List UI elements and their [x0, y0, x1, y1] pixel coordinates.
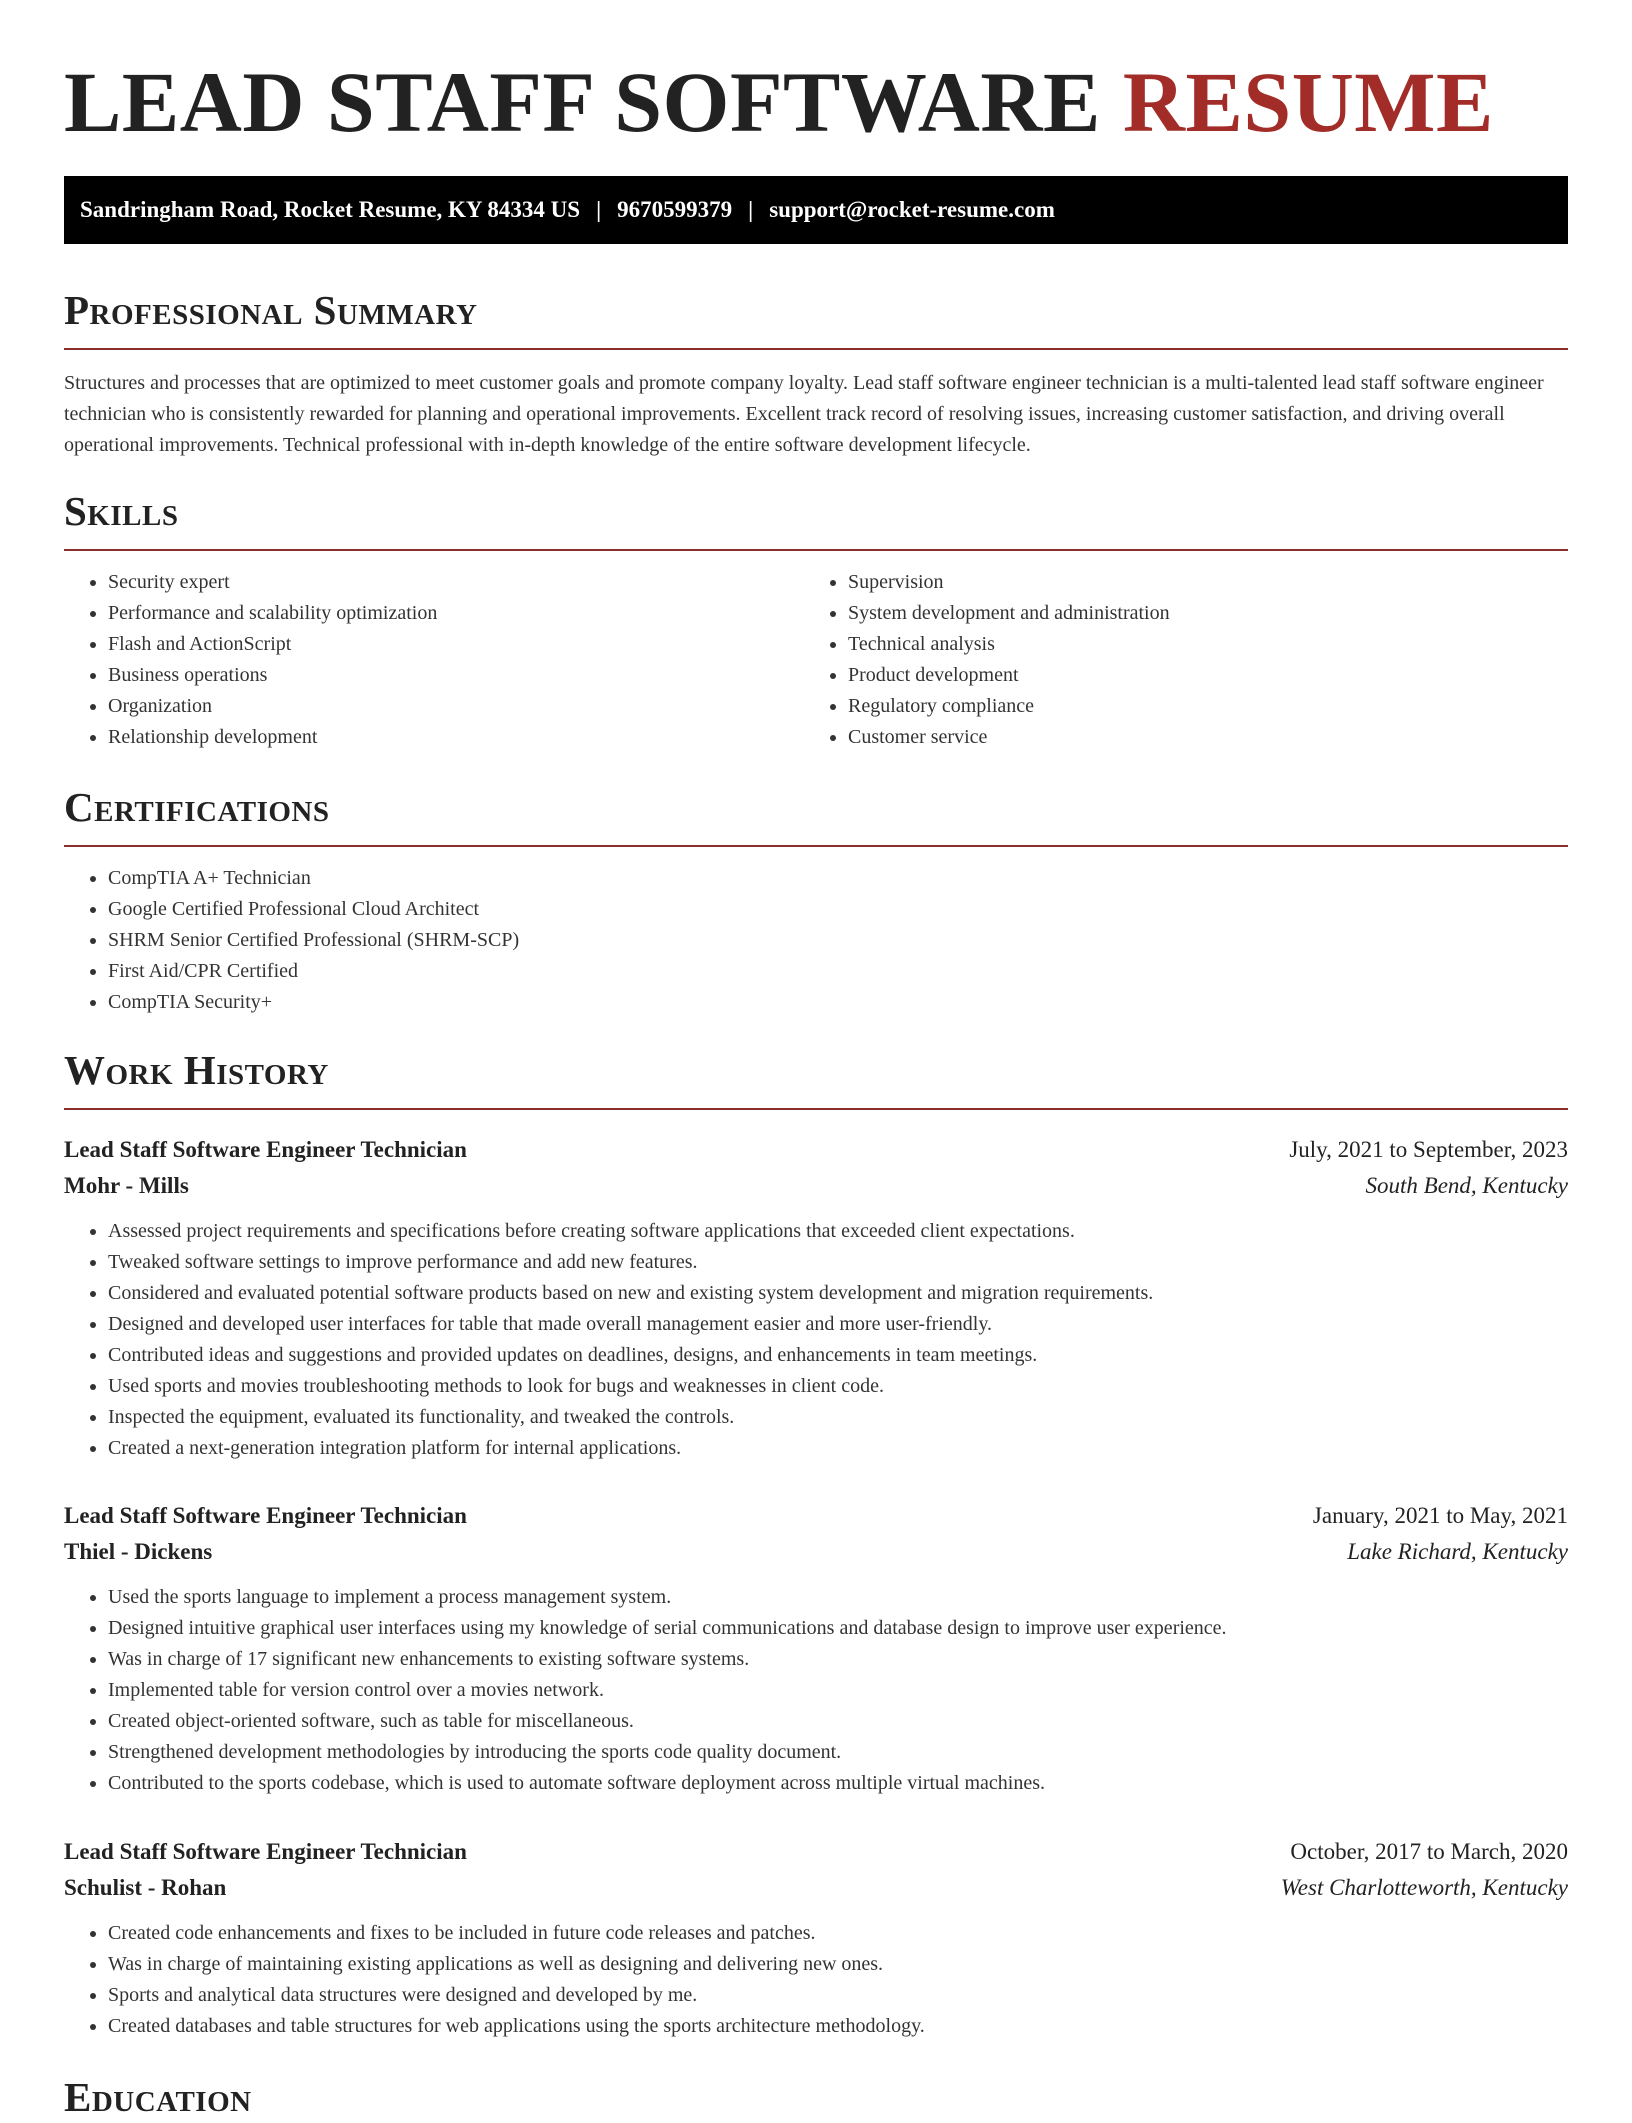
summary-text: Structures and processes that are optimized to meet customer goals and promote company loyalty. Lead staff software engineer technician is a multi-talented lead staff software engineer technician who is consistently rewarded for planning and operational improvements. Excellent track record of resolving issues, increasing customer satisfaction, and driving overall operational improvements. Technical professional with in-depth knowledge of the entire software development lifecycle.: [64, 372, 1544, 456]
job-title: Lead Staff Software Engineer Technician: [64, 1503, 467, 1528]
job-bullet: • Created a next-generation integration platform for internal applications.: [108, 1433, 1568, 1464]
job-dates: October, 2017 to March, 2020: [1290, 1839, 1568, 1864]
job-location: Lake Richard, Kentucky: [1347, 1539, 1568, 1564]
job-entry: [64, 1834, 1568, 2042]
skill-item: • Security expert: [108, 567, 804, 598]
job-company: Mohr - Mills: [64, 1173, 189, 1198]
job-bullet: • Designed intuitive graphical user interfaces using my knowledge of serial communications and database design to improve user experience.: [108, 1613, 1568, 1644]
skill-item: • Product development: [848, 660, 1544, 691]
job-entry: [64, 1132, 1568, 1464]
job-bullet: • Created object-oriented software, such as table for miscellaneous.: [108, 1706, 1568, 1737]
job-company-row: [64, 1534, 1568, 1570]
job-header-row: [64, 1834, 1568, 1870]
job-bullet: • Implemented table for version control over a movies network.: [108, 1675, 1568, 1706]
work-history-section: [64, 1044, 1568, 1110]
certifications-heading: Certifications: [64, 784, 330, 830]
job-dates: January, 2021 to May, 2021: [1312, 1503, 1568, 1528]
skill-item: • Flash and ActionScript: [108, 629, 804, 660]
certification-item: • First Aid/CPR Certified: [108, 956, 1568, 987]
summary-section: [64, 284, 1568, 461]
job-bullet: • Tweaked software settings to improve performance and add new features.: [108, 1247, 1568, 1278]
education-heading: Education: [64, 2074, 252, 2120]
skills-column-left: [64, 567, 804, 753]
job-bullets: [64, 1918, 1568, 2042]
contact-separator: |: [748, 197, 754, 222]
job-title: Lead Staff Software Engineer Technician: [64, 1137, 467, 1162]
title-accent: RESUME: [1122, 54, 1494, 150]
job-company-row: [64, 1870, 1568, 1906]
job-bullets: [64, 1582, 1568, 1799]
skill-item: • System development and administration: [848, 598, 1544, 629]
skills-list-left: [64, 567, 804, 753]
job-bullet: • Created databases and table structures for web applications using the sports architecture methodology.: [108, 2011, 1568, 2042]
section-divider: [64, 549, 1568, 551]
summary-heading: Professional Summary: [64, 287, 478, 333]
skill-item: • Supervision: [848, 567, 1544, 598]
resume-title: [64, 54, 1494, 150]
work-history-heading: Work History: [64, 1047, 329, 1093]
skill-item: • Regulatory compliance: [848, 691, 1544, 722]
title-main: LEAD STAFF SOFTWARE: [64, 54, 1101, 150]
certification-item: • CompTIA A+ Technician: [108, 863, 1568, 894]
job-bullet: • Used sports and movies troubleshooting methods to look for bugs and weaknesses in client code.: [108, 1371, 1568, 1402]
contact-bar: [64, 176, 1568, 244]
job-bullet: • Contributed to the sports codebase, which is used to automate software deployment across multiple virtual machines.: [108, 1768, 1568, 1799]
job-bullet: • Was in charge of 17 significant new enhancements to existing software systems.: [108, 1644, 1568, 1675]
job-bullet: • Contributed ideas and suggestions and provided updates on deadlines, designs, and enhancements in team meetings.: [108, 1340, 1568, 1371]
skills-heading: Skills: [64, 488, 179, 534]
certification-item: • SHRM Senior Certified Professional (SHRM-SCP): [108, 925, 1568, 956]
job-company-row: [64, 1168, 1568, 1204]
job-bullet: • Was in charge of maintaining existing applications as well as designing and delivering new ones.: [108, 1949, 1568, 1980]
section-divider: [64, 1108, 1568, 1110]
job-bullet: • Considered and evaluated potential software products based on new and existing system development and migration requirements.: [108, 1278, 1568, 1309]
job-bullet: • Created code enhancements and fixes to be included in future code releases and patches.: [108, 1918, 1568, 1949]
job-title: Lead Staff Software Engineer Technician: [64, 1839, 467, 1864]
job-bullet: • Sports and analytical data structures were designed and developed by me.: [108, 1980, 1568, 2011]
contact-separator: |: [596, 197, 602, 222]
section-divider: [64, 348, 1568, 350]
job-bullets: [64, 1216, 1568, 1464]
job-bullet: • Designed and developed user interfaces for table that made overall management easier and more user-friendly.: [108, 1309, 1568, 1340]
skill-item: • Organization: [108, 691, 804, 722]
skills-section: [64, 485, 1568, 753]
skills-grid: [64, 567, 1568, 753]
section-divider: [64, 845, 1568, 847]
job-entry: [64, 1498, 1568, 1799]
job-bullet: • Used the sports language to implement a process management system.: [108, 1582, 1568, 1613]
job-bullet: • Assessed project requirements and specifications before creating software applications that exceeded client expectations.: [108, 1216, 1568, 1247]
contact-email: support@rocket-resume.com: [769, 197, 1055, 222]
job-header-row: [64, 1498, 1568, 1534]
skill-item: • Relationship development: [108, 722, 804, 753]
job-company: Schulist - Rohan: [64, 1875, 227, 1900]
job-header-row: [64, 1132, 1568, 1168]
contact-phone: 9670599379: [617, 197, 733, 222]
job-bullet: • Inspected the equipment, evaluated its functionality, and tweaked the controls.: [108, 1402, 1568, 1433]
certifications-section: [64, 781, 1568, 1018]
skill-item: • Business operations: [108, 660, 804, 691]
skill-item: • Customer service: [848, 722, 1544, 753]
skill-item: • Technical analysis: [848, 629, 1544, 660]
certification-item: • CompTIA Security+: [108, 987, 1568, 1018]
certifications-list: [64, 863, 1568, 1018]
skills-list-right: [804, 567, 1544, 753]
job-company: Thiel - Dickens: [64, 1539, 213, 1564]
education-section: [64, 2071, 1568, 2123]
skill-item: • Performance and scalability optimization: [108, 598, 804, 629]
job-location: South Bend, Kentucky: [1365, 1173, 1568, 1198]
job-bullet: • Strengthened development methodologies by introducing the sports code quality document.: [108, 1737, 1568, 1768]
certification-item: • Google Certified Professional Cloud Architect: [108, 894, 1568, 925]
skills-column-right: [804, 567, 1544, 753]
job-dates: July, 2021 to September, 2023: [1289, 1137, 1568, 1162]
job-location: West Charlotteworth, Kentucky: [1280, 1875, 1568, 1900]
contact-address: Sandringham Road, Rocket Resume, KY 84334 US: [80, 197, 581, 222]
